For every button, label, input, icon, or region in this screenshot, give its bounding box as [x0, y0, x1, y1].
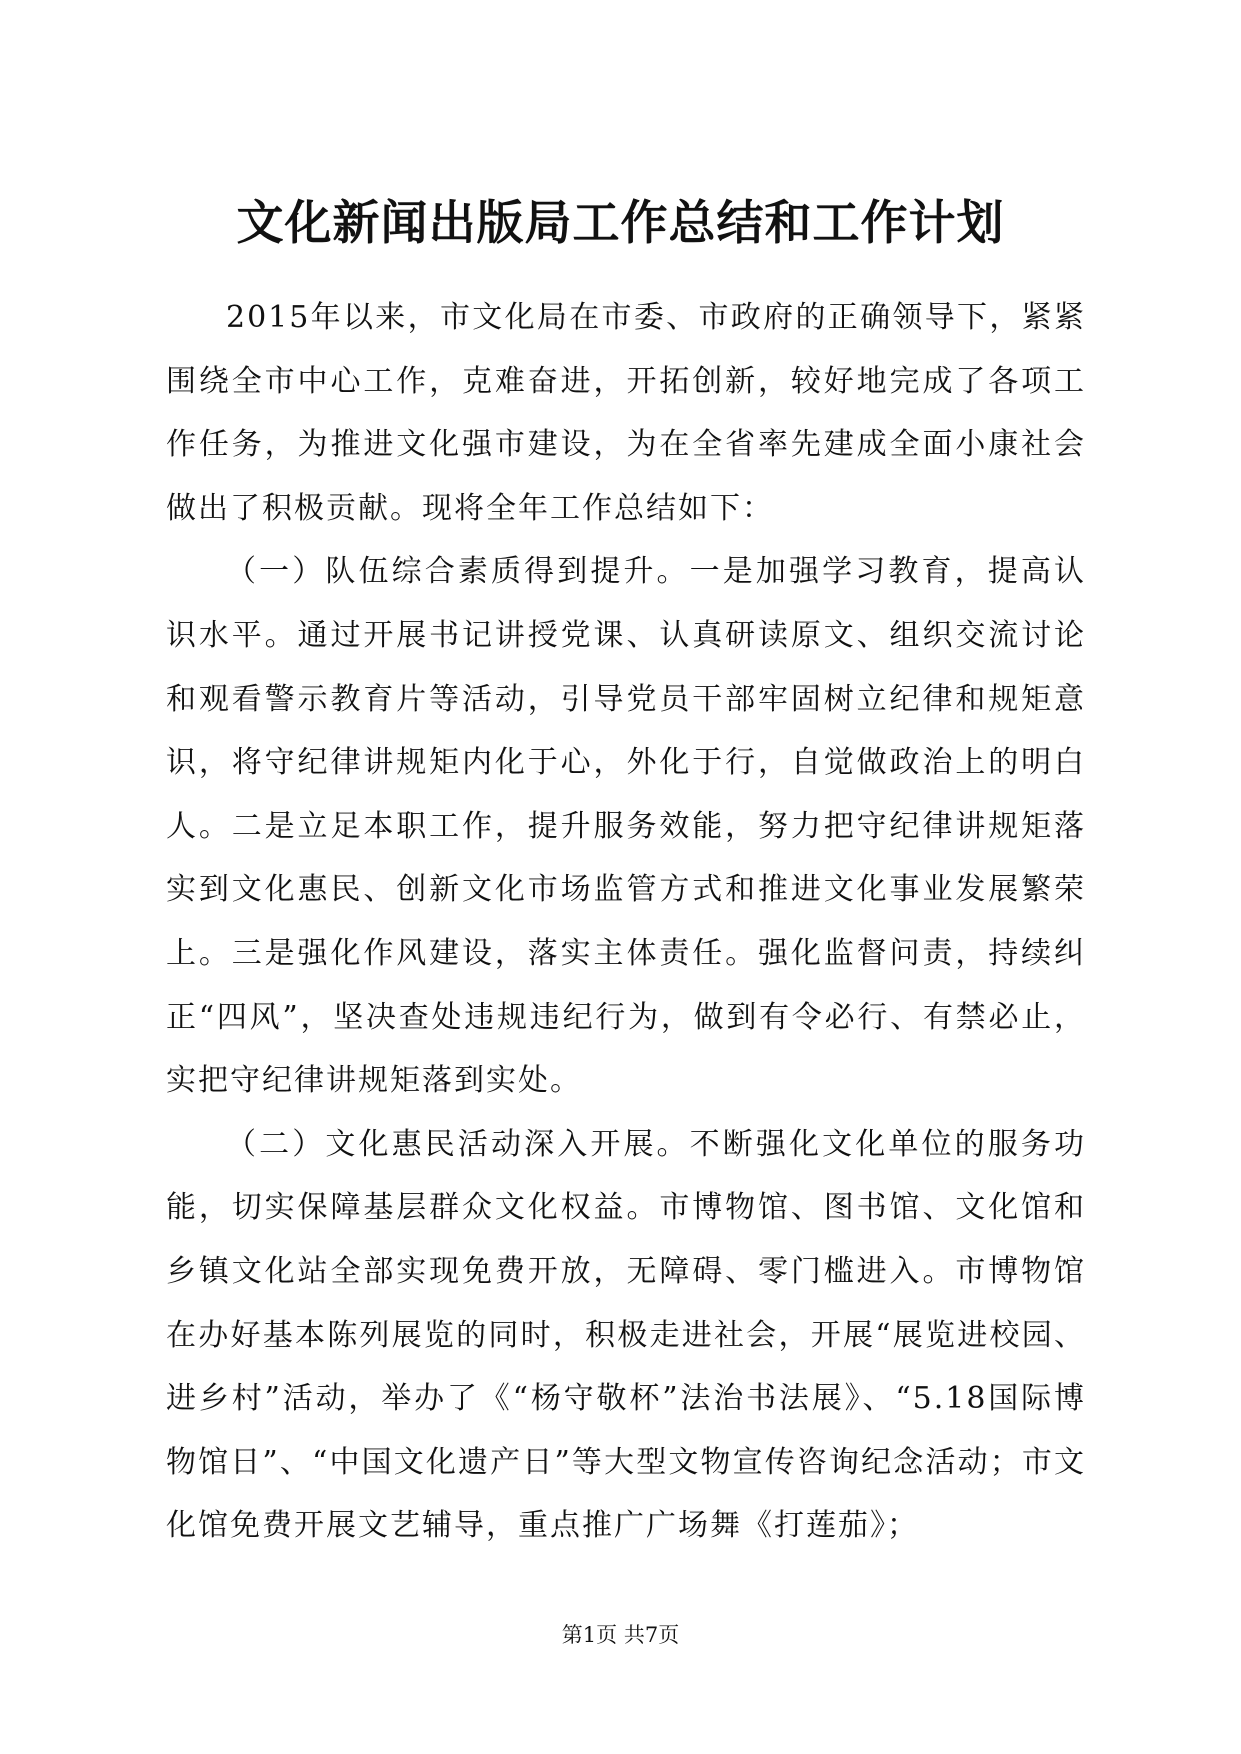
paragraph-intro: 2015年以来，市文化局在市委、市政府的正确领导下，紧紧围绕全市中心工作，克难奋进，开拓创新，较好地完成了各项工作任务，为推进文化强市建设，为在全省率先建成全面小康社会做出了积极贡献。现将全年工作总结如下： [166, 300, 1086, 526]
document-title: 文化新闻出版局工作总结和工作计划 [236, 196, 1005, 251]
paragraph-section-2: （二）文化惠民活动深入开展。不断强化文化单位的服务功能，切实保障基层群众文化权益。市博物馆、图书馆、文化馆和乡镇文化站全部实现免费开放，无障碍、零门槛进入。市博物馆在办好基本陈列展览的同时，积极走进社会，开展“展览进校园、进乡村”活动，举办了《“杨守敬杯”法治书法展》、“5.18国际博物馆日”、“中国文化遗产日”等大型文物宣传咨询纪念活动；市文化馆免费开展文艺辅导，重点推广广场舞《打莲茄》； [166, 1126, 1086, 1544]
paragraph-section-1: （一）队伍综合素质得到提升。一是加强学习教育，提高认识水平。通过开展书记讲授党课、认真研读原文、组织交流讨论和观看警示教育片等活动，引导党员干部牢固树立纪律和规矩意识，将守纪律讲规矩内化于心，外化于行，自觉做政治上的明白人。二是立足本职工作，提升服务效能，努力把守纪律讲规矩落实到文化惠民、创新文化市场监管方式和推进文化事业发展繁荣上。三是强化作风建设，落实主体责任。强化监督问责，持续纠正“四风”，坚决查处违规违纪行为，做到有令必行、有禁必止，实把守纪律讲规矩落到实处。 [166, 554, 1086, 1099]
page-number-footer: 第1页 共7页 [561, 1623, 680, 1647]
document-body [166, 286, 1086, 1558]
